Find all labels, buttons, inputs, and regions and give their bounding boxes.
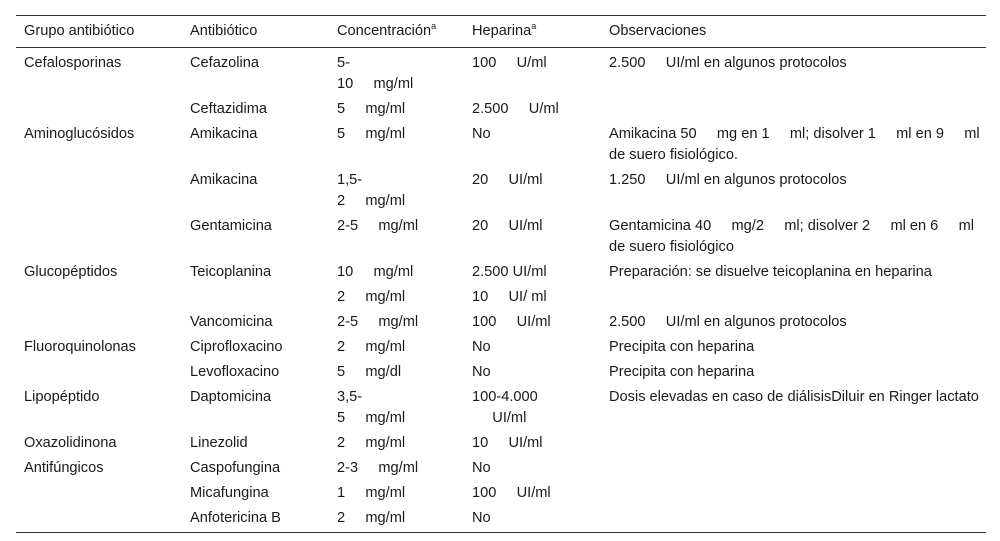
cell-group <box>16 122 182 168</box>
cell-concentration <box>329 214 464 260</box>
cell-heparin-text: 100-4.000 UI/ml <box>472 389 538 426</box>
cell-antibiotic-text: Anfotericina B <box>190 510 281 526</box>
header-heparin-label: Heparina <box>472 23 532 39</box>
cell-observations-text: 2.500 UI/ml en algunos protocolos <box>609 55 847 71</box>
cell-heparin <box>464 506 601 533</box>
cell-antibiotic-text: Teicoplanina <box>190 264 272 280</box>
cell-concentration <box>329 456 464 481</box>
table-row <box>16 506 986 533</box>
cell-heparin-text: 100 U/ml <box>472 55 547 71</box>
cell-group <box>16 360 182 385</box>
table-row <box>16 385 986 431</box>
cell-antibiotic <box>182 260 329 285</box>
cell-observations <box>601 97 986 122</box>
cell-group <box>16 285 182 310</box>
cell-concentration-text: 1,5- 2 mg/ml <box>337 172 406 209</box>
cell-heparin-text: No <box>472 364 491 380</box>
cell-heparin-text: 100 UI/ml <box>472 485 551 501</box>
cell-concentration-text: 5 mg/ml <box>337 101 406 117</box>
cell-heparin-text: No <box>472 510 491 526</box>
cell-concentration-text: 5- 10 mg/ml <box>337 55 414 92</box>
cell-concentration-text: 2-5 mg/ml <box>337 314 419 330</box>
cell-concentration <box>329 285 464 310</box>
cell-antibiotic <box>182 48 329 98</box>
header-group-label: Grupo antibiótico <box>24 23 135 39</box>
header-concentration-label: Concentración <box>337 23 432 39</box>
cell-group <box>16 506 182 533</box>
cell-observations <box>601 481 986 506</box>
cell-concentration <box>329 168 464 214</box>
cell-concentration-text: 2 mg/ml <box>337 435 406 451</box>
cell-group <box>16 214 182 260</box>
cell-antibiotic-text: Linezolid <box>190 435 248 451</box>
cell-heparin <box>464 48 601 98</box>
table-header-row <box>16 16 986 48</box>
cell-group <box>16 168 182 214</box>
header-group <box>16 16 182 48</box>
cell-antibiotic-text: Ceftazidima <box>190 101 268 117</box>
cell-antibiotic <box>182 310 329 335</box>
antibiotic-lock-table <box>16 15 986 533</box>
cell-antibiotic <box>182 122 329 168</box>
cell-observations <box>601 506 986 533</box>
cell-heparin <box>464 310 601 335</box>
cell-antibiotic-text: Gentamicina <box>190 218 272 234</box>
cell-concentration-text: 3,5- 5 mg/ml <box>337 389 406 426</box>
cell-concentration <box>329 481 464 506</box>
cell-concentration <box>329 431 464 456</box>
header-antibiotic-label: Antibiótico <box>190 23 258 39</box>
cell-antibiotic <box>182 506 329 533</box>
cell-heparin-text: No <box>472 460 491 476</box>
cell-concentration-text: 2 mg/ml <box>337 339 406 355</box>
cell-antibiotic <box>182 431 329 456</box>
cell-concentration-text: 5 mg/ml <box>337 126 406 142</box>
cell-concentration <box>329 385 464 431</box>
cell-antibiotic <box>182 385 329 431</box>
cell-concentration-text: 2-3 mg/ml <box>337 460 419 476</box>
cell-observations-text: 2.500 UI/ml en algunos protocolos <box>609 314 847 330</box>
cell-observations-text: Precipita con heparina <box>609 364 755 380</box>
cell-heparin-text: 100 UI/ml <box>472 314 551 330</box>
cell-heparin <box>464 431 601 456</box>
cell-observations <box>601 48 986 98</box>
cell-observations <box>601 214 986 260</box>
cell-heparin <box>464 335 601 360</box>
cell-observations <box>601 122 986 168</box>
cell-group <box>16 431 182 456</box>
cell-group <box>16 97 182 122</box>
cell-heparin-text: 20 UI/ml <box>472 172 543 188</box>
table-row <box>16 48 986 98</box>
cell-heparin-text: 2.500 U/ml <box>472 101 559 117</box>
cell-heparin <box>464 260 601 285</box>
cell-concentration-text: 5 mg/dl <box>337 364 402 380</box>
header-concentration <box>329 16 464 48</box>
cell-observations <box>601 456 986 481</box>
cell-observations <box>601 260 986 285</box>
cell-group <box>16 310 182 335</box>
table-row <box>16 122 986 168</box>
cell-antibiotic-text: Caspofungina <box>190 460 281 476</box>
cell-antibiotic <box>182 335 329 360</box>
cell-antibiotic-text: Daptomicina <box>190 389 272 405</box>
cell-observations <box>601 310 986 335</box>
cell-heparin-text: 10 UI/ ml <box>472 289 547 305</box>
cell-group-text: Antifúngicos <box>24 460 104 476</box>
cell-heparin <box>464 97 601 122</box>
cell-group-text: Cefalosporinas <box>24 55 122 71</box>
table-row <box>16 360 986 385</box>
cell-group-text: Fluoroquinolonas <box>24 339 136 355</box>
cell-antibiotic <box>182 456 329 481</box>
cell-antibiotic <box>182 360 329 385</box>
table-row <box>16 214 986 260</box>
cell-antibiotic-text: Amikacina <box>190 126 258 142</box>
cell-antibiotic <box>182 285 329 310</box>
cell-group <box>16 48 182 98</box>
cell-heparin-text: 10 UI/ml <box>472 435 543 451</box>
table-row <box>16 456 986 481</box>
cell-concentration <box>329 48 464 98</box>
cell-antibiotic-text: Amikacina <box>190 172 258 188</box>
cell-concentration <box>329 360 464 385</box>
cell-heparin <box>464 168 601 214</box>
cell-antibiotic <box>182 481 329 506</box>
cell-heparin <box>464 214 601 260</box>
cell-antibiotic <box>182 214 329 260</box>
antibiotic-lock-table-container <box>16 15 986 533</box>
table-row <box>16 285 986 310</box>
cell-concentration <box>329 260 464 285</box>
cell-heparin <box>464 481 601 506</box>
cell-observations <box>601 335 986 360</box>
header-concentration-footnote: a <box>431 21 437 32</box>
cell-heparin <box>464 360 601 385</box>
table-row <box>16 310 986 335</box>
cell-heparin <box>464 456 601 481</box>
cell-group <box>16 481 182 506</box>
header-observations-label: Observaciones <box>609 23 707 39</box>
cell-concentration <box>329 506 464 533</box>
cell-observations-text: Dosis elevadas en caso de diálisisDiluir en Ringer lactato <box>609 389 979 405</box>
cell-concentration <box>329 310 464 335</box>
cell-observations-text: Precipita con heparina <box>609 339 755 355</box>
cell-concentration-text: 2 mg/ml <box>337 510 406 526</box>
header-observations <box>601 16 986 48</box>
cell-heparin-text: No <box>472 339 491 355</box>
cell-antibiotic-text: Levofloxacino <box>190 364 280 380</box>
cell-concentration <box>329 335 464 360</box>
cell-observations <box>601 385 986 431</box>
cell-heparin <box>464 122 601 168</box>
cell-concentration <box>329 97 464 122</box>
cell-concentration-text: 2-5 mg/ml <box>337 218 419 234</box>
cell-observations <box>601 168 986 214</box>
cell-observations <box>601 285 986 310</box>
table-row <box>16 168 986 214</box>
cell-concentration-text: 2 mg/ml <box>337 289 406 305</box>
cell-group <box>16 260 182 285</box>
table-row <box>16 431 986 456</box>
cell-group-text: Aminoglucósidos <box>24 126 135 142</box>
cell-antibiotic-text: Ciprofloxacino <box>190 339 283 355</box>
cell-antibiotic-text: Micafungina <box>190 485 269 501</box>
cell-group <box>16 456 182 481</box>
cell-antibiotic-text: Vancomicina <box>190 314 273 330</box>
cell-heparin-text: 20 UI/ml <box>472 218 543 234</box>
cell-concentration-text: 10 mg/ml <box>337 264 414 280</box>
cell-observations-text: Amikacina 50 mg en 1 ml; disolver 1 ml en 9 ml de suero fisiológico. <box>609 126 984 163</box>
cell-antibiotic <box>182 168 329 214</box>
cell-heparin <box>464 285 601 310</box>
table-row <box>16 481 986 506</box>
cell-observations <box>601 360 986 385</box>
cell-antibiotic-text: Cefazolina <box>190 55 259 71</box>
cell-observations-text: Preparación: se disuelve teicoplanina en heparina <box>609 264 932 280</box>
header-heparin-footnote: a <box>531 21 537 32</box>
cell-concentration <box>329 122 464 168</box>
table-row <box>16 335 986 360</box>
cell-observations-text: 1.250 UI/ml en algunos protocolos <box>609 172 847 188</box>
cell-heparin-text: No <box>472 126 491 142</box>
table-row <box>16 260 986 285</box>
cell-group-text: Lipopéptido <box>24 389 100 405</box>
cell-heparin <box>464 385 601 431</box>
table-body <box>16 48 986 533</box>
header-antibiotic <box>182 16 329 48</box>
cell-observations-text: Gentamicina 40 mg/2 ml; disolver 2 ml en 6 ml de suero fisiológico <box>609 218 979 255</box>
cell-group-text: Glucopéptidos <box>24 264 118 280</box>
cell-concentration-text: 1 mg/ml <box>337 485 406 501</box>
cell-heparin-text: 2.500 UI/ml <box>472 264 547 280</box>
table-row <box>16 97 986 122</box>
cell-group <box>16 335 182 360</box>
cell-group <box>16 385 182 431</box>
cell-antibiotic <box>182 97 329 122</box>
header-heparin <box>464 16 601 48</box>
cell-group-text: Oxazolidinona <box>24 435 117 451</box>
cell-observations <box>601 431 986 456</box>
